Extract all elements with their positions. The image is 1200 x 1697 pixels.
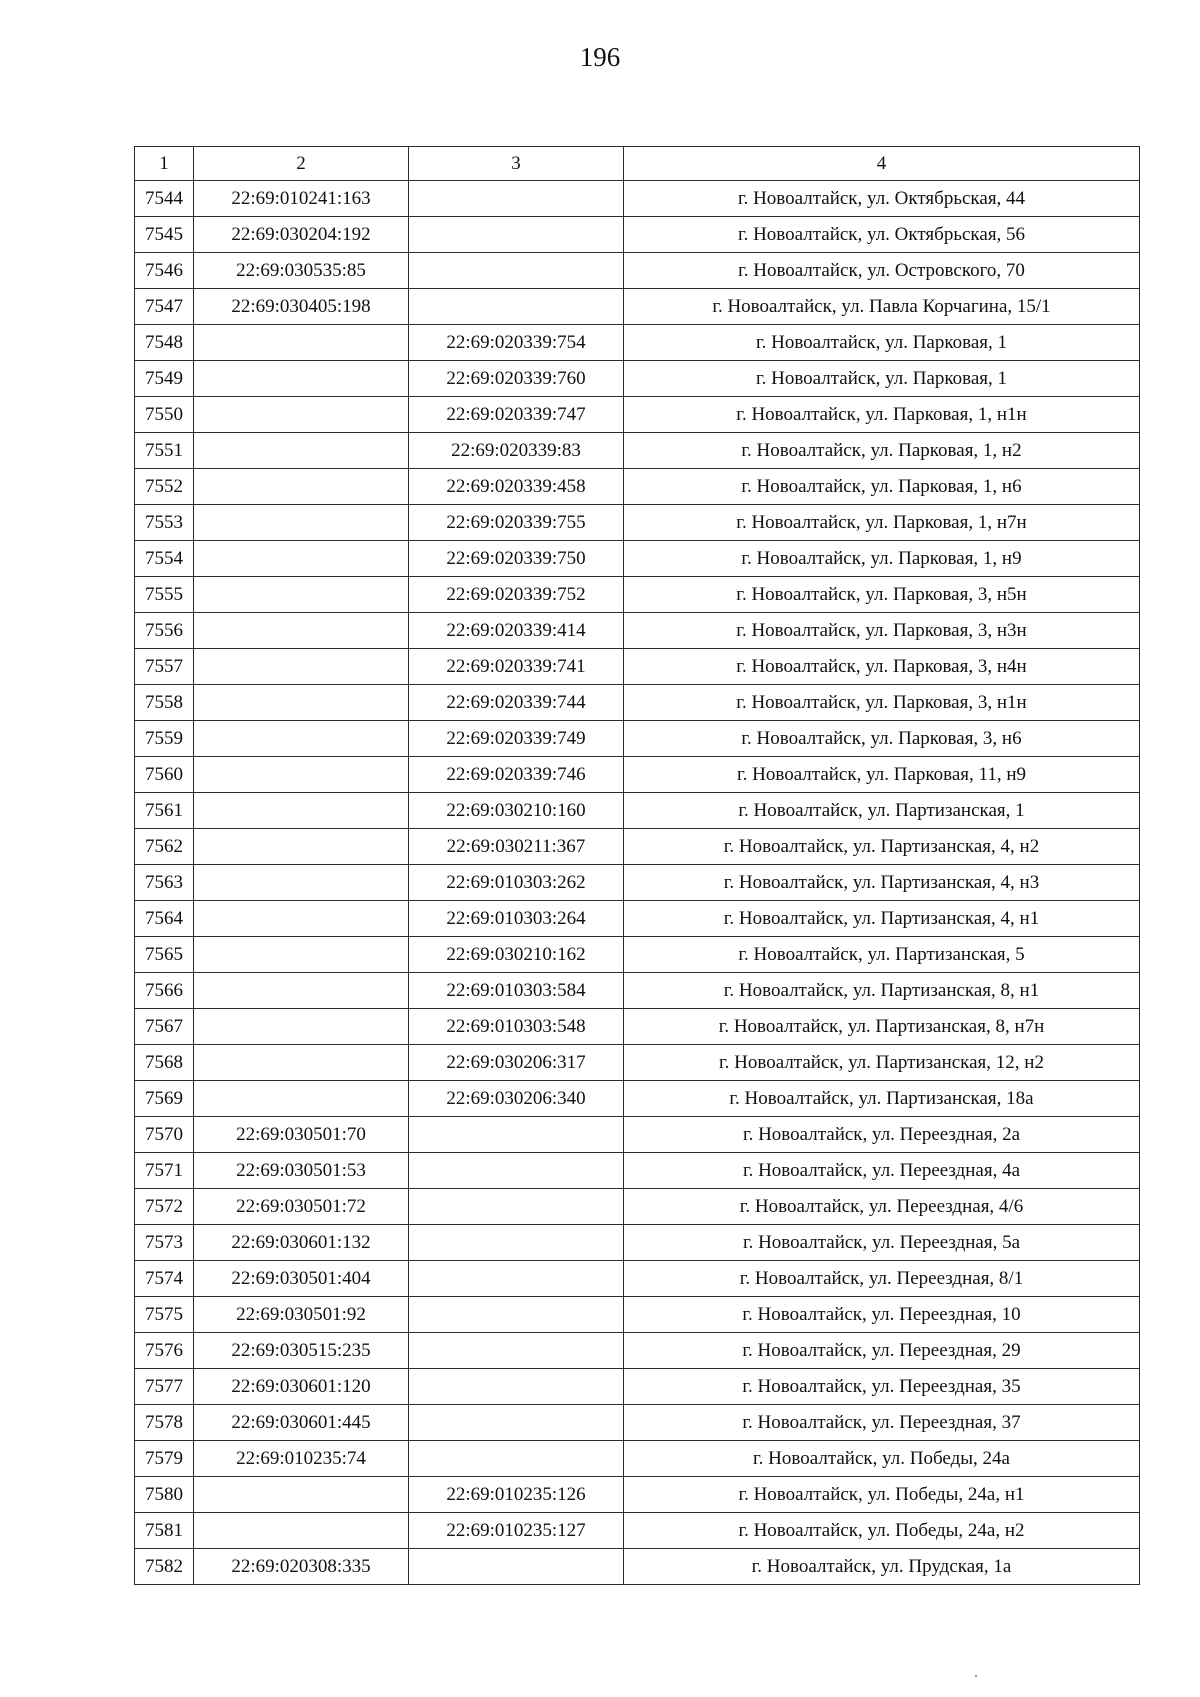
row-number-cell: 7552 <box>135 469 194 505</box>
cadastral-number-alt-cell: 22:69:010303:584 <box>409 973 624 1009</box>
address-cell: г. Новоалтайск, ул. Парковая, 3, н4н <box>624 649 1140 685</box>
address-cell: г. Новоалтайск, ул. Партизанская, 8, н7н <box>624 1009 1140 1045</box>
cadastral-number-cell <box>194 541 409 577</box>
cadastral-number-alt-cell: 22:69:030206:317 <box>409 1045 624 1081</box>
row-number-cell: 7547 <box>135 289 194 325</box>
row-number-cell: 7567 <box>135 1009 194 1045</box>
table-row <box>135 469 1140 505</box>
cadastral-number-alt-cell: 22:69:020339:741 <box>409 649 624 685</box>
cadastral-number-alt-cell: 22:69:010235:126 <box>409 1477 624 1513</box>
table-row <box>135 253 1140 289</box>
address-cell: г. Новоалтайск, ул. Парковая, 1, н7н <box>624 505 1140 541</box>
cadastral-number-alt-cell <box>409 1153 624 1189</box>
cadastral-number-cell <box>194 1477 409 1513</box>
address-cell: г. Новоалтайск, ул. Партизанская, 4, н2 <box>624 829 1140 865</box>
cadastral-number-alt-cell <box>409 181 624 217</box>
row-number-cell: 7545 <box>135 217 194 253</box>
cadastral-number-cell: 22:69:030501:72 <box>194 1189 409 1225</box>
address-cell: г. Новоалтайск, ул. Парковая, 1, н1н <box>624 397 1140 433</box>
row-number-cell: 7580 <box>135 1477 194 1513</box>
table-row <box>135 397 1140 433</box>
cadastral-number-alt-cell: 22:69:020339:752 <box>409 577 624 613</box>
table-body <box>135 181 1140 1585</box>
address-cell: г. Новоалтайск, ул. Партизанская, 12, н2 <box>624 1045 1140 1081</box>
table-row <box>135 1369 1140 1405</box>
table-row <box>135 1009 1140 1045</box>
cadastral-number-alt-cell: 22:69:020339:744 <box>409 685 624 721</box>
cadastral-number-cell <box>194 901 409 937</box>
cadastral-number-cell <box>194 325 409 361</box>
cadastral-number-alt-cell <box>409 1297 624 1333</box>
cadastral-number-cell <box>194 469 409 505</box>
cadastral-number-alt-cell <box>409 1117 624 1153</box>
table-row <box>135 1081 1140 1117</box>
row-number-cell: 7573 <box>135 1225 194 1261</box>
cadastral-number-alt-cell: 22:69:020339:750 <box>409 541 624 577</box>
row-number-cell: 7571 <box>135 1153 194 1189</box>
row-number-cell: 7582 <box>135 1549 194 1585</box>
row-number-cell: 7554 <box>135 541 194 577</box>
table-row <box>135 937 1140 973</box>
cadastral-number-alt-cell: 22:69:020339:749 <box>409 721 624 757</box>
cadastral-number-cell: 22:69:010241:163 <box>194 181 409 217</box>
row-number-cell: 7548 <box>135 325 194 361</box>
cadastral-number-cell: 22:69:030501:70 <box>194 1117 409 1153</box>
row-number-cell: 7579 <box>135 1441 194 1477</box>
table-row <box>135 1153 1140 1189</box>
address-cell: г. Новоалтайск, ул. Партизанская, 1 <box>624 793 1140 829</box>
cadastral-number-cell <box>194 973 409 1009</box>
cadastral-number-cell <box>194 721 409 757</box>
cadastral-number-alt-cell: 22:69:020339:746 <box>409 757 624 793</box>
row-number-cell: 7555 <box>135 577 194 613</box>
address-cell: г. Новоалтайск, ул. Переездная, 4/6 <box>624 1189 1140 1225</box>
cadastral-number-cell <box>194 1513 409 1549</box>
table-row <box>135 1225 1140 1261</box>
address-cell: г. Новоалтайск, ул. Прудская, 1а <box>624 1549 1140 1585</box>
table-row <box>135 865 1140 901</box>
table-header-row <box>135 147 1140 181</box>
cadastral-number-alt-cell <box>409 1405 624 1441</box>
page-number: 196 <box>579 42 621 72</box>
cadastral-number-alt-cell: 22:69:030206:340 <box>409 1081 624 1117</box>
cadastral-number-alt-cell: 22:69:010235:127 <box>409 1513 624 1549</box>
cadastral-number-cell <box>194 757 409 793</box>
cadastral-number-cell: 22:69:030515:235 <box>194 1333 409 1369</box>
column-header-1: 1 <box>135 147 194 181</box>
address-cell: г. Новоалтайск, ул. Партизанская, 5 <box>624 937 1140 973</box>
cadastral-number-alt-cell: 22:69:010303:262 <box>409 865 624 901</box>
cadastral-number-alt-cell: 22:69:030210:162 <box>409 937 624 973</box>
row-number-cell: 7561 <box>135 793 194 829</box>
cadastral-number-alt-cell <box>409 1189 624 1225</box>
cadastral-number-cell: 22:69:030601:132 <box>194 1225 409 1261</box>
cadastral-number-alt-cell <box>409 1369 624 1405</box>
row-number-cell: 7568 <box>135 1045 194 1081</box>
table-row <box>135 649 1140 685</box>
cadastral-number-alt-cell: 22:69:020339:83 <box>409 433 624 469</box>
row-number-cell: 7574 <box>135 1261 194 1297</box>
address-cell: г. Новоалтайск, ул. Переездная, 4а <box>624 1153 1140 1189</box>
row-number-cell: 7578 <box>135 1405 194 1441</box>
table-row <box>135 1189 1140 1225</box>
row-number-cell: 7550 <box>135 397 194 433</box>
address-cell: г. Новоалтайск, ул. Партизанская, 4, н1 <box>624 901 1140 937</box>
row-number-cell: 7557 <box>135 649 194 685</box>
address-cell: г. Новоалтайск, ул. Победы, 24а <box>624 1441 1140 1477</box>
cadastral-number-cell <box>194 649 409 685</box>
cadastral-number-cell: 22:69:030601:120 <box>194 1369 409 1405</box>
table-row <box>135 325 1140 361</box>
cadastral-number-cell <box>194 613 409 649</box>
row-number-cell: 7569 <box>135 1081 194 1117</box>
cadastral-number-cell: 22:69:030405:198 <box>194 289 409 325</box>
cadastral-number-alt-cell: 22:69:010303:548 <box>409 1009 624 1045</box>
table-row <box>135 1477 1140 1513</box>
table-row <box>135 973 1140 1009</box>
table-row <box>135 901 1140 937</box>
table-row <box>135 181 1140 217</box>
table-row <box>135 793 1140 829</box>
cadastral-number-cell: 22:69:020308:335 <box>194 1549 409 1585</box>
address-cell: г. Новоалтайск, ул. Победы, 24а, н2 <box>624 1513 1140 1549</box>
row-number-cell: 7577 <box>135 1369 194 1405</box>
row-number-cell: 7562 <box>135 829 194 865</box>
table-row <box>135 577 1140 613</box>
address-cell: г. Новоалтайск, ул. Парковая, 11, н9 <box>624 757 1140 793</box>
cadastral-number-cell <box>194 361 409 397</box>
table-row <box>135 1117 1140 1153</box>
row-number-cell: 7565 <box>135 937 194 973</box>
row-number-cell: 7572 <box>135 1189 194 1225</box>
address-cell: г. Новоалтайск, ул. Островского, 70 <box>624 253 1140 289</box>
table-row <box>135 433 1140 469</box>
row-number-cell: 7576 <box>135 1333 194 1369</box>
address-cell: г. Новоалтайск, ул. Октябрьская, 44 <box>624 181 1140 217</box>
row-number-cell: 7551 <box>135 433 194 469</box>
table-row <box>135 1549 1140 1585</box>
column-header-3: 3 <box>409 147 624 181</box>
address-cell: г. Новоалтайск, ул. Парковая, 3, н1н <box>624 685 1140 721</box>
table-row <box>135 361 1140 397</box>
address-cell: г. Новоалтайск, ул. Победы, 24а, н1 <box>624 1477 1140 1513</box>
row-number-cell: 7570 <box>135 1117 194 1153</box>
cadastral-number-cell <box>194 577 409 613</box>
address-cell: г. Новоалтайск, ул. Переездная, 2а <box>624 1117 1140 1153</box>
row-number-cell: 7549 <box>135 361 194 397</box>
address-cell: г. Новоалтайск, ул. Парковая, 1, н6 <box>624 469 1140 505</box>
cadastral-number-cell <box>194 829 409 865</box>
cadastral-number-cell: 22:69:030204:192 <box>194 217 409 253</box>
cadastral-number-cell: 22:69:030501:404 <box>194 1261 409 1297</box>
row-number-cell: 7558 <box>135 685 194 721</box>
cadastral-number-alt-cell <box>409 1549 624 1585</box>
cadastral-number-alt-cell <box>409 253 624 289</box>
cadastral-number-cell <box>194 1009 409 1045</box>
address-cell: г. Новоалтайск, ул. Партизанская, 18а <box>624 1081 1140 1117</box>
cadastral-number-cell <box>194 685 409 721</box>
table-row <box>135 829 1140 865</box>
column-header-4: 4 <box>624 147 1140 181</box>
address-cell: г. Новоалтайск, ул. Парковая, 1 <box>624 325 1140 361</box>
address-cell: г. Новоалтайск, ул. Переездная, 37 <box>624 1405 1140 1441</box>
cadastral-number-alt-cell: 22:69:010303:264 <box>409 901 624 937</box>
row-number-cell: 7563 <box>135 865 194 901</box>
address-cell: г. Новоалтайск, ул. Парковая, 3, н6 <box>624 721 1140 757</box>
cadastral-number-cell <box>194 793 409 829</box>
row-number-cell: 7553 <box>135 505 194 541</box>
address-cell: г. Новоалтайск, ул. Павла Корчагина, 15/1 <box>624 289 1140 325</box>
table-row <box>135 757 1140 793</box>
cadastral-number-alt-cell: 22:69:020339:747 <box>409 397 624 433</box>
cadastral-number-alt-cell: 22:69:020339:458 <box>409 469 624 505</box>
registry-table <box>134 146 1140 1585</box>
cadastral-number-alt-cell: 22:69:030211:367 <box>409 829 624 865</box>
row-number-cell: 7556 <box>135 613 194 649</box>
cadastral-number-cell: 22:69:010235:74 <box>194 1441 409 1477</box>
cadastral-number-cell: 22:69:030601:445 <box>194 1405 409 1441</box>
table-row <box>135 685 1140 721</box>
cadastral-number-cell: 22:69:030501:92 <box>194 1297 409 1333</box>
address-cell: г. Новоалтайск, ул. Переездная, 5а <box>624 1225 1140 1261</box>
address-cell: г. Новоалтайск, ул. Парковая, 3, н5н <box>624 577 1140 613</box>
cadastral-number-cell: 22:69:030535:85 <box>194 253 409 289</box>
cadastral-number-alt-cell: 22:69:020339:754 <box>409 325 624 361</box>
address-cell: г. Новоалтайск, ул. Парковая, 1, н9 <box>624 541 1140 577</box>
row-number-cell: 7566 <box>135 973 194 1009</box>
cadastral-number-alt-cell <box>409 217 624 253</box>
table-row <box>135 1333 1140 1369</box>
cadastral-number-alt-cell <box>409 1333 624 1369</box>
cadastral-number-cell: 22:69:030501:53 <box>194 1153 409 1189</box>
address-cell: г. Новоалтайск, ул. Переездная, 29 <box>624 1333 1140 1369</box>
table-row <box>135 217 1140 253</box>
table-row <box>135 721 1140 757</box>
cadastral-number-cell <box>194 865 409 901</box>
cadastral-number-alt-cell <box>409 289 624 325</box>
table-row <box>135 1441 1140 1477</box>
table-row <box>135 613 1140 649</box>
row-number-cell: 7575 <box>135 1297 194 1333</box>
address-cell: г. Новоалтайск, ул. Партизанская, 4, н3 <box>624 865 1140 901</box>
cadastral-number-alt-cell <box>409 1441 624 1477</box>
table-row <box>135 1045 1140 1081</box>
row-number-cell: 7560 <box>135 757 194 793</box>
row-number-cell: 7546 <box>135 253 194 289</box>
table-row <box>135 289 1140 325</box>
table-row <box>135 1261 1140 1297</box>
cadastral-number-alt-cell: 22:69:030210:160 <box>409 793 624 829</box>
row-number-cell: 7544 <box>135 181 194 217</box>
cadastral-number-cell <box>194 937 409 973</box>
scan-speck <box>975 1675 977 1677</box>
row-number-cell: 7564 <box>135 901 194 937</box>
table-row <box>135 505 1140 541</box>
cadastral-number-alt-cell: 22:69:020339:414 <box>409 613 624 649</box>
table-row <box>135 1297 1140 1333</box>
address-cell: г. Новоалтайск, ул. Октябрьская, 56 <box>624 217 1140 253</box>
address-cell: г. Новоалтайск, ул. Партизанская, 8, н1 <box>624 973 1140 1009</box>
row-number-cell: 7559 <box>135 721 194 757</box>
cadastral-number-cell <box>194 433 409 469</box>
cadastral-number-alt-cell <box>409 1225 624 1261</box>
table-row <box>135 1405 1140 1441</box>
column-header-2: 2 <box>194 147 409 181</box>
cadastral-number-cell <box>194 1081 409 1117</box>
table-row <box>135 541 1140 577</box>
table-row <box>135 1513 1140 1549</box>
address-cell: г. Новоалтайск, ул. Парковая, 3, н3н <box>624 613 1140 649</box>
address-cell: г. Новоалтайск, ул. Переездная, 35 <box>624 1369 1140 1405</box>
address-cell: г. Новоалтайск, ул. Переездная, 8/1 <box>624 1261 1140 1297</box>
cadastral-number-cell <box>194 1045 409 1081</box>
address-cell: г. Новоалтайск, ул. Парковая, 1 <box>624 361 1140 397</box>
cadastral-number-alt-cell: 22:69:020339:760 <box>409 361 624 397</box>
cadastral-number-alt-cell <box>409 1261 624 1297</box>
cadastral-number-alt-cell: 22:69:020339:755 <box>409 505 624 541</box>
row-number-cell: 7581 <box>135 1513 194 1549</box>
address-cell: г. Новоалтайск, ул. Переездная, 10 <box>624 1297 1140 1333</box>
cadastral-number-cell <box>194 505 409 541</box>
cadastral-number-cell <box>194 397 409 433</box>
address-cell: г. Новоалтайск, ул. Парковая, 1, н2 <box>624 433 1140 469</box>
